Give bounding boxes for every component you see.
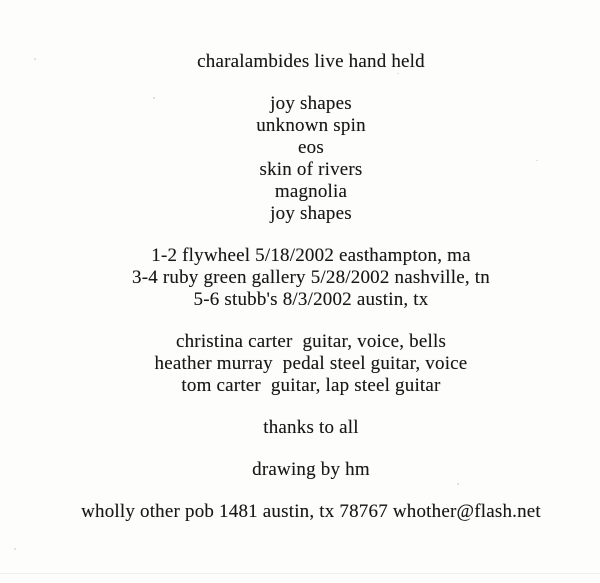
label-contact xyxy=(22,501,600,523)
label-contact-text: wholly other pob 1481 austin, tx 78767 whother@flash.net xyxy=(81,501,541,522)
tracklist-item: magnolia xyxy=(274,181,348,202)
drawing-credit-text: drawing by hm xyxy=(252,459,370,480)
album-title-block xyxy=(22,51,600,73)
drawing-credit xyxy=(22,459,600,481)
tracklist-item: skin of rivers xyxy=(259,159,363,180)
thanks-note xyxy=(22,417,600,439)
tracklist-item: eos xyxy=(298,137,324,158)
tracklist-item: joy shapes xyxy=(270,93,352,114)
thanks-text: thanks to all xyxy=(263,417,359,438)
performer-credit-line: christina carter guitar, voice, bells xyxy=(175,331,447,352)
scan-speck xyxy=(14,548,16,550)
tracklist-item: unknown spin xyxy=(256,115,366,136)
scan-speck xyxy=(457,483,459,485)
scan-speck xyxy=(397,73,399,74)
scan-speck xyxy=(34,58,36,60)
performer-credit-line: heather murray pedal steel guitar, voice xyxy=(154,353,468,374)
scan-speck xyxy=(153,97,155,99)
recording-info-line: 5-6 stubb's 8/3/2002 austin, tx xyxy=(193,289,429,310)
tracklist xyxy=(22,93,600,225)
tracklist-item: joy shapes xyxy=(270,203,352,224)
recording-info-line: 3-4 ruby green gallery 5/28/2002 nashville, tn xyxy=(132,267,490,288)
recording-info-line: 1-2 flywheel 5/18/2002 easthampton, ma xyxy=(151,245,471,266)
performer-credit-line: tom carter guitar, lap steel guitar xyxy=(181,375,441,396)
scan-speck xyxy=(536,160,538,161)
performer-credits xyxy=(22,331,600,397)
recording-info xyxy=(22,245,600,311)
scan-edge-line xyxy=(0,573,600,574)
album-title: charalambides live hand held xyxy=(197,51,425,72)
